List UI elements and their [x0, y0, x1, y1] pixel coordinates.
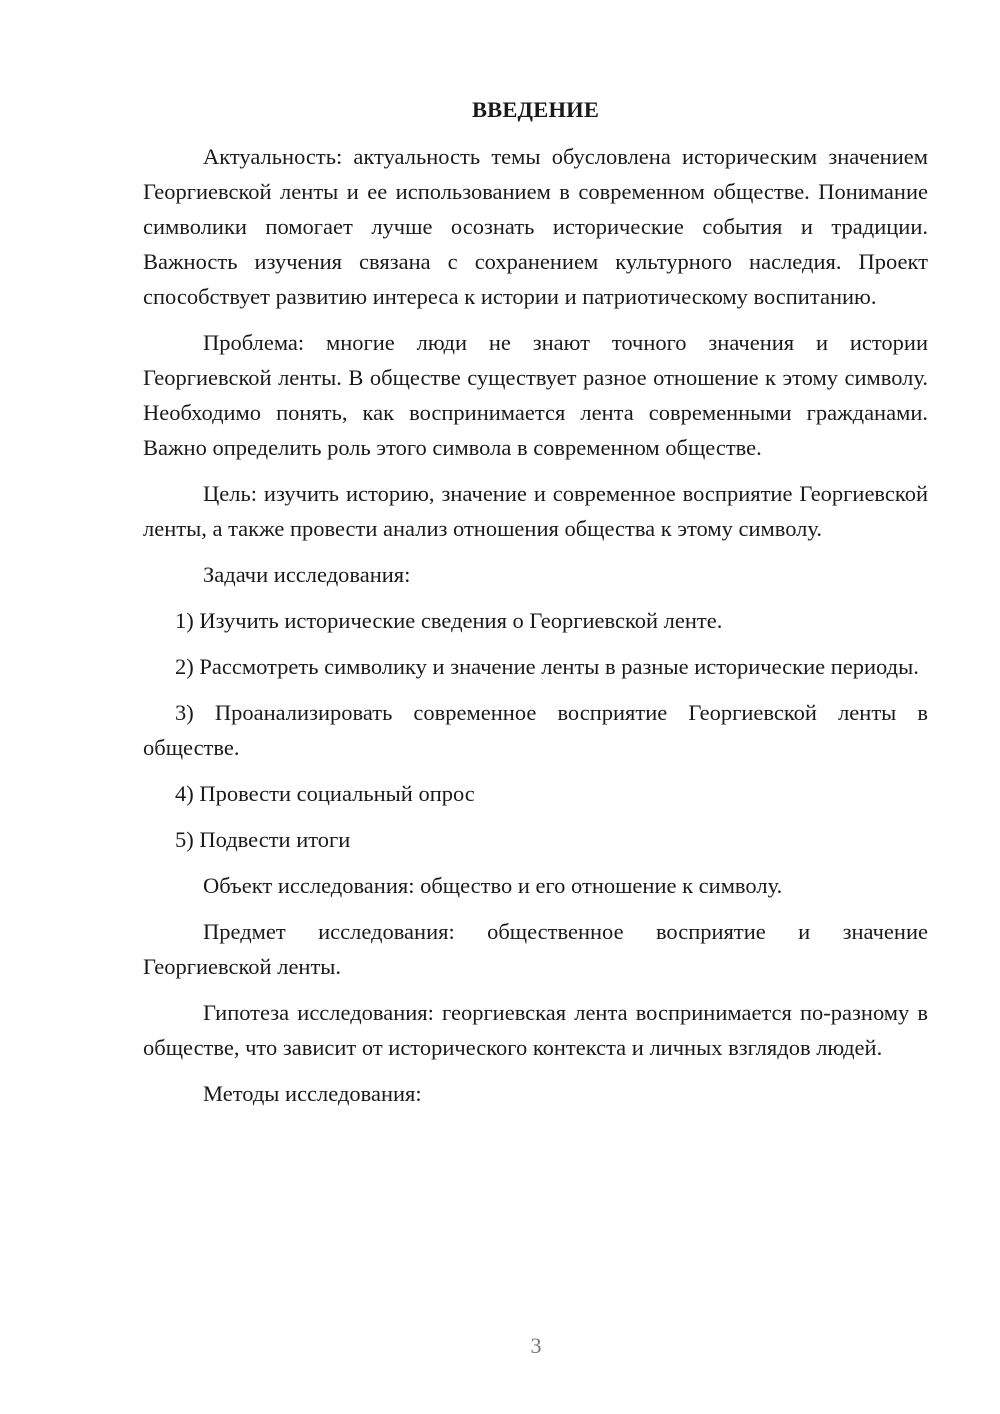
- goal-paragraph: Цель: изучить историю, значение и современное восприятие Георгиевской ленты, а также провести анализ отношения общества к этому символу.: [143, 481, 928, 541]
- task-item-1: 1) Изучить исторические сведения о Георгиевской ленте.: [175, 608, 723, 633]
- tasks-title: Задачи исследования:: [203, 562, 411, 587]
- problem-paragraph: Проблема: многие люди не знают точного значения и истории Георгиевской ленты. В обществе существует разное отношение к этому символу. Необходимо понять, как воспринимается лента современными гражданами. Важно определить роль этого символа в современном обществе.: [143, 330, 928, 460]
- task-item-5: 5) Подвести итоги: [175, 827, 351, 852]
- task-item-2: 2) Рассмотреть символику и значение ленты в разные исторические периоды.: [175, 654, 919, 679]
- page-number: 3: [530, 1333, 542, 1358]
- methods-title: Методы исследования:: [203, 1081, 422, 1106]
- subject-paragraph: Предмет исследования: общественное восприятие и значение Георгиевской ленты.: [143, 919, 928, 979]
- relevance-paragraph: Актуальность: актуальность темы обусловлена историческим значением Георгиевской ленты и ее использованием в современном обществе. Понимание символики помогает лучше осознать исторические события и традиции. Важность изучения связана с сохранением культурного наследия. Проект способствует развитию интереса к истории и патриотическому воспитанию.: [143, 144, 928, 309]
- object-paragraph: Объект исследования: общество и его отношение к символу.: [203, 873, 783, 898]
- task-item-4: 4) Провести социальный опрос: [175, 781, 475, 806]
- task-item-3: 3) Проанализировать современное восприятие Георгиевской ленты в обществе.: [143, 700, 928, 760]
- page-title: ВВЕДЕНИЕ: [471, 97, 600, 122]
- document-page: [143, 92, 928, 1122]
- hypothesis-paragraph: Гипотеза исследования: георгиевская лента воспринимается по-разному в обществе, что зависит от исторического контекста и личных взглядов людей.: [143, 1000, 928, 1060]
